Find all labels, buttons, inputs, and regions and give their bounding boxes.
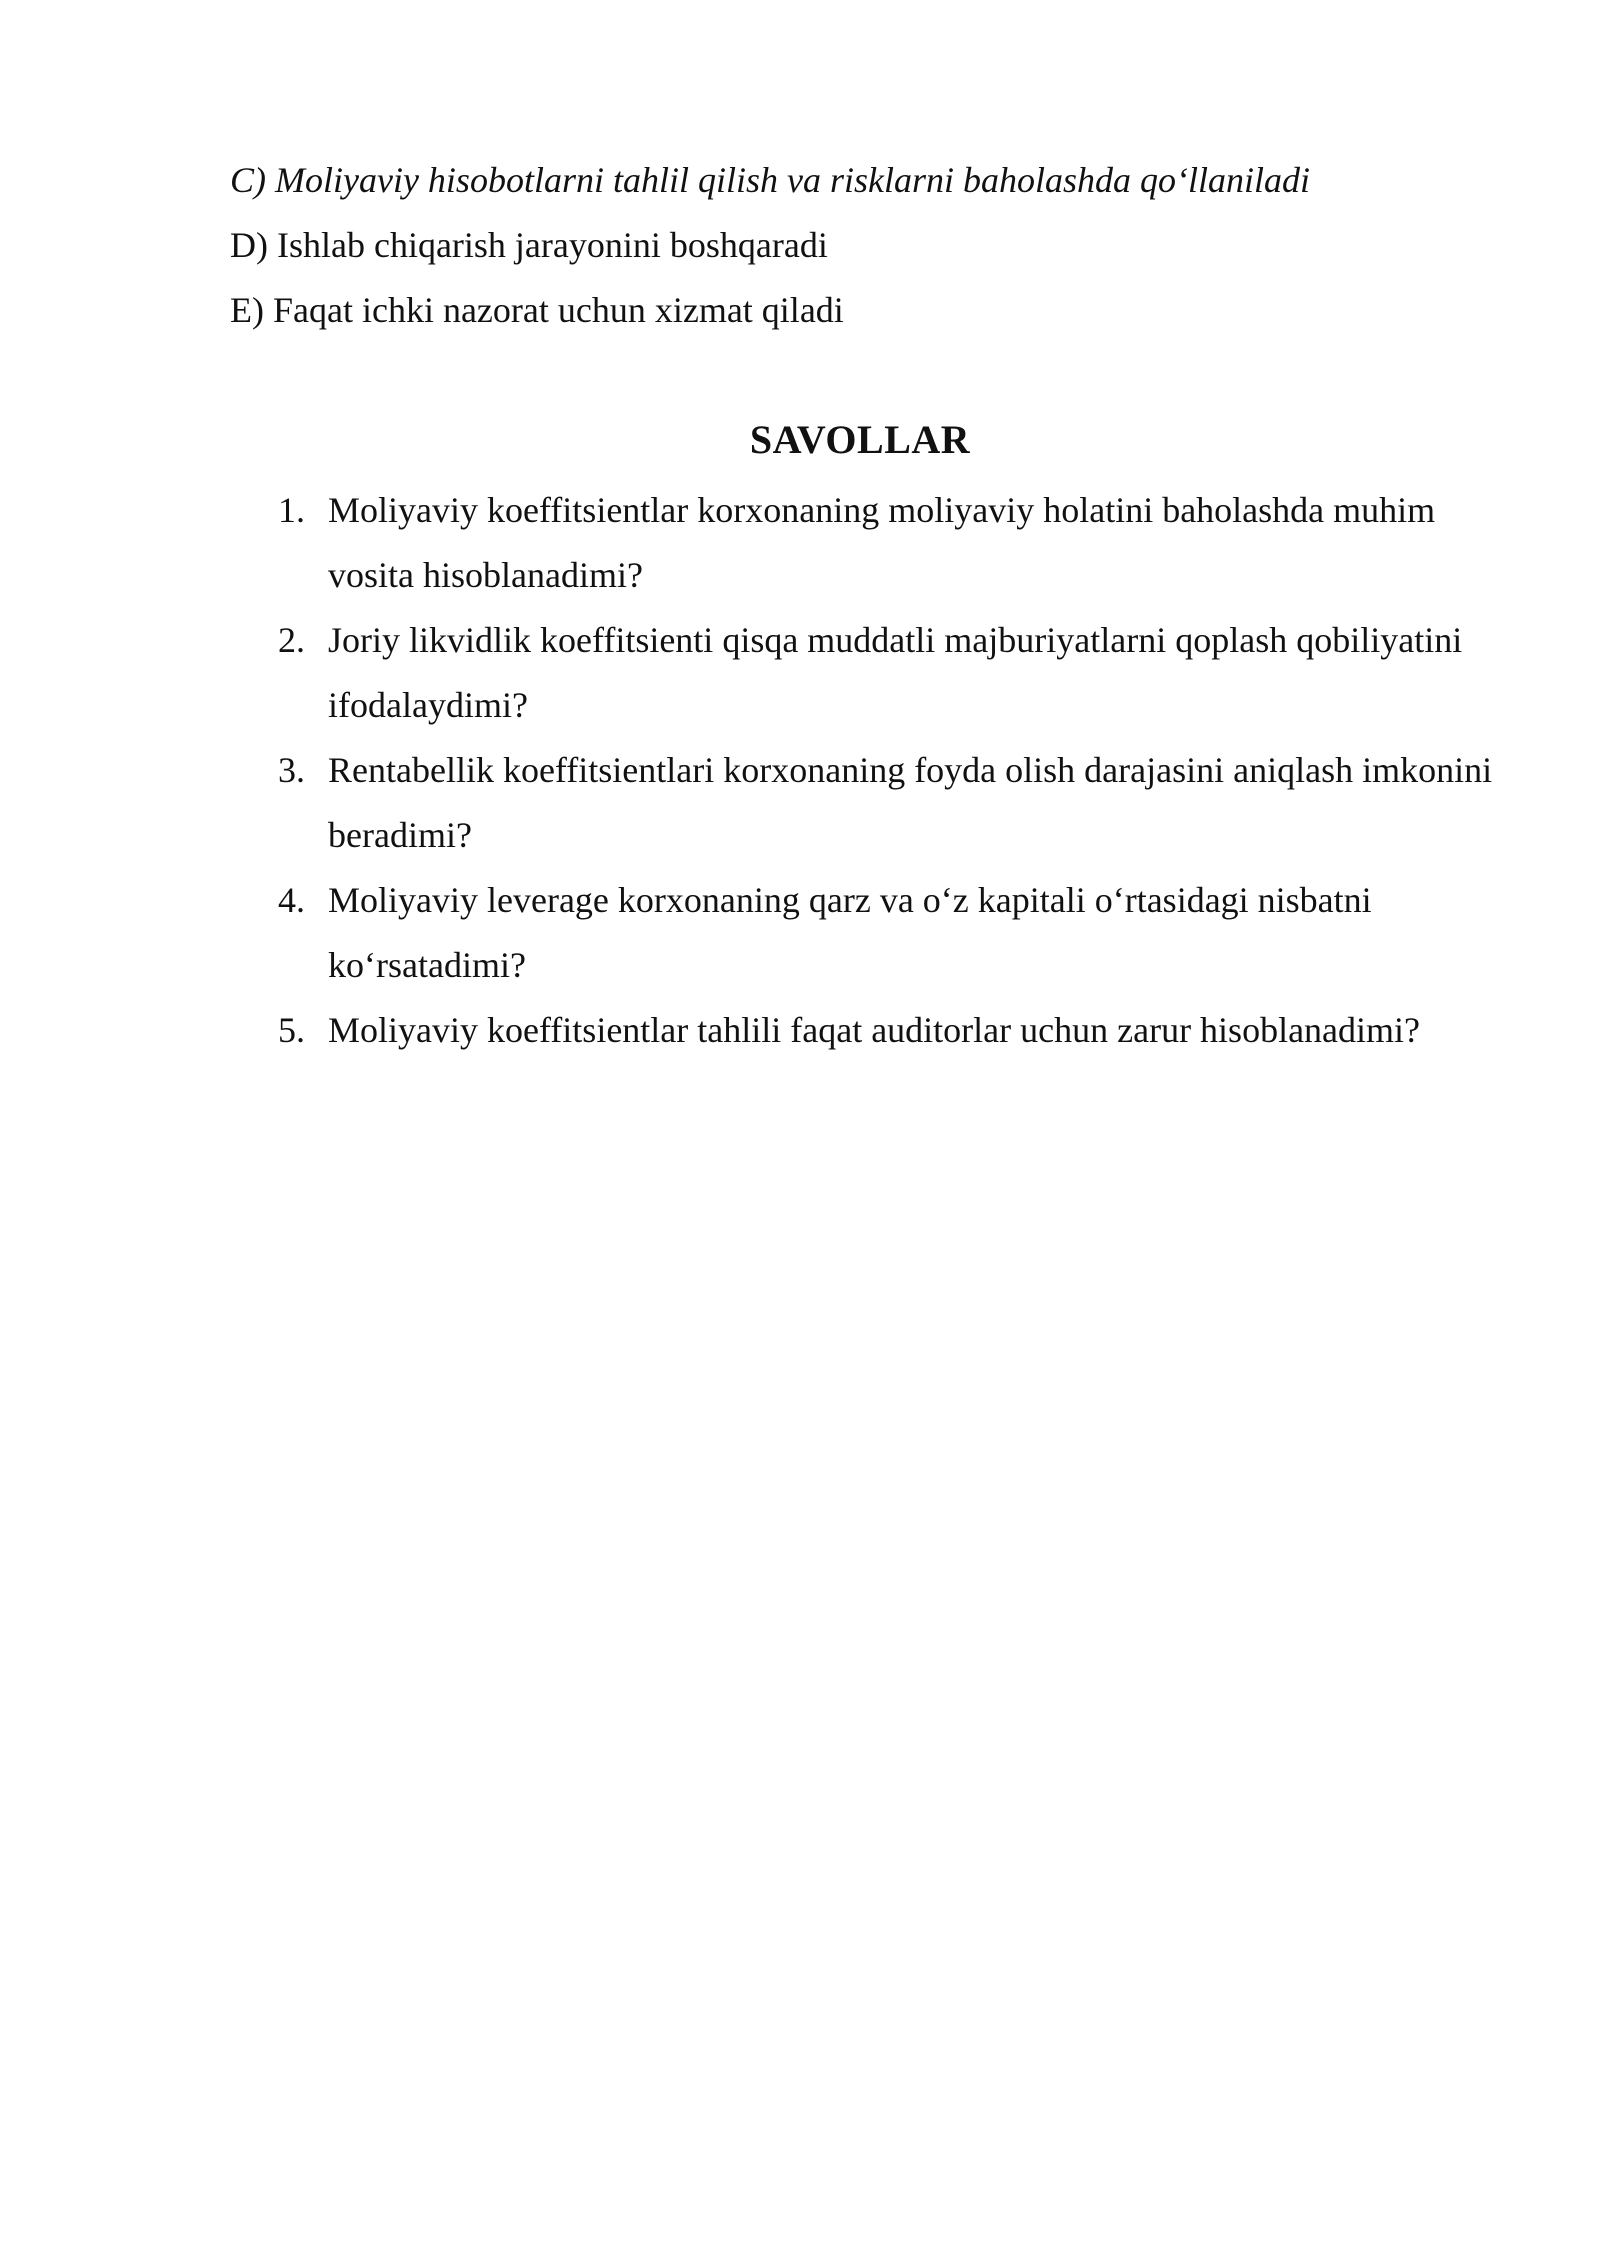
question-text: Moliyaviy leverage korxonaning qarz va o‘z kapitali o‘rtasidagi nisbatni ko‘rsatadimi?	[328, 880, 1372, 985]
option-d: D) Ishlab chiqarish jarayonini boshqaradi	[230, 225, 828, 265]
question-number: 3.	[278, 750, 305, 790]
question-number: 5.	[278, 1010, 305, 1050]
question-item-4	[278, 868, 1498, 998]
question-item-2	[278, 608, 1498, 738]
question-item-3	[278, 738, 1498, 868]
question-text: Moliyaviy koeffitsientlar tahlili faqat auditorlar uchun zarur hisoblanadimi?	[328, 1010, 1421, 1050]
question-item-5	[278, 998, 1498, 1063]
answer-options	[230, 148, 1530, 343]
question-number: 4.	[278, 880, 305, 920]
questions-list	[278, 478, 1498, 1063]
question-number: 2.	[278, 620, 305, 660]
question-text: Rentabellik koeffitsientlari korxonaning foyda olish darajasini aniqlash imkonini beradimi?	[328, 750, 1493, 855]
question-text: Joriy likvidlik koeffitsienti qisqa muddatli majburiyatlarni qoplash qobiliyatini ifodalaydimi?	[328, 620, 1463, 725]
option-c: C) Moliyaviy hisobotlarni tahlil qilish va risklarni baholashda qo‘llaniladi	[230, 160, 1310, 200]
question-number: 1.	[278, 490, 305, 530]
section-heading: SAVOLLAR	[749, 417, 971, 462]
question-text: Moliyaviy koeffitsientlar korxonaning moliyaviy holatini baholashda muhim vosita hisoblanadimi?	[328, 490, 1436, 595]
question-item-1	[278, 478, 1498, 608]
option-e: E) Faqat ichki nazorat uchun xizmat qiladi	[230, 290, 844, 330]
